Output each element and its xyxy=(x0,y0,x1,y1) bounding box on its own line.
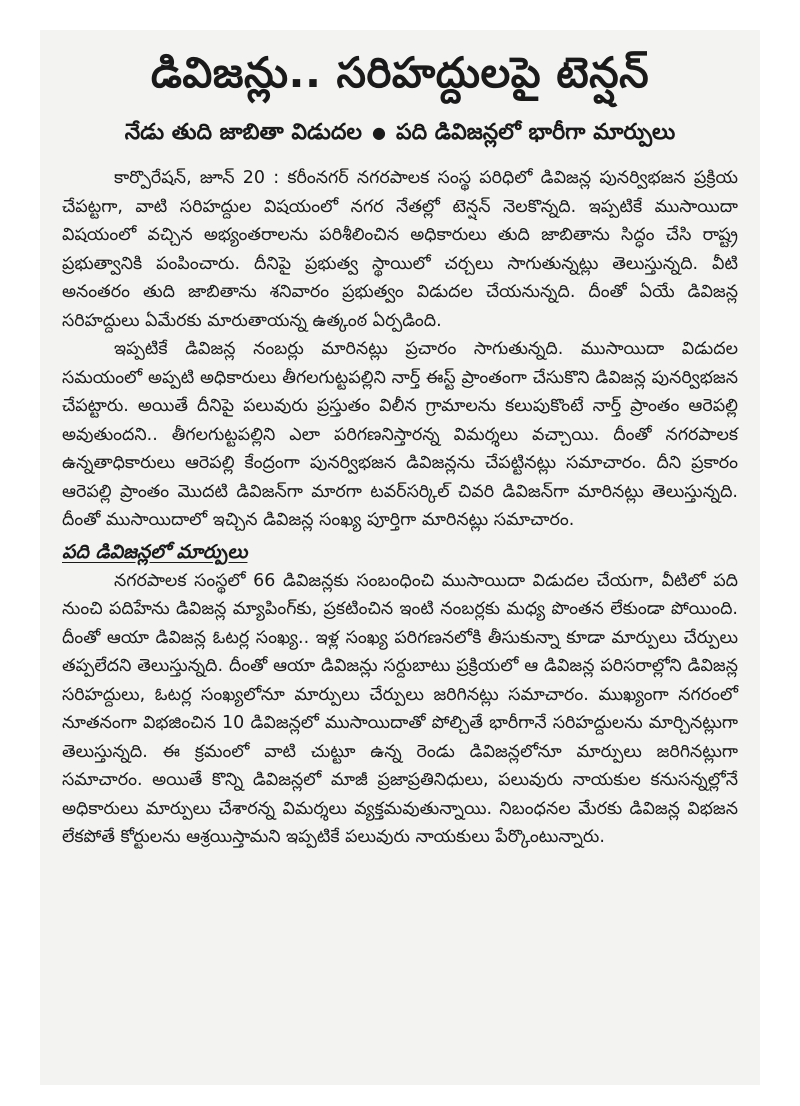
section-heading: పది డివిజన్లలో మార్పులు xyxy=(62,540,248,563)
section-paragraph: నగరపాలక సంస్థలో 66 డివిజన్లకు సంబంధించి ముసాయిదా విడుదల చేయగా, వీటిలో పది నుంచి పదిహేను డివిజన్ల మ్యాపింగ్‌కు, ప్రకటించిన ఇంటి నంబర్లకు మధ్య పొంతన లేకుండా పోయింది. దీంతో ఆయా డివిజన్ల ఓటర్ల సంఖ్య.. ఇళ్ల సంఖ్య పరిగణనలోకి తీసుకున్నా కూడా మార్పులు చేర్పులు తప్పలేదని తెలుస్తున్నది. దీంతో ఆయా డివిజన్లు సర్దుబాటు ప్రక్రియలో ఆ డివిజన్ల పరిసరాల్లోని డివిజన్ల సరిహద్దులు, ఓటర్ల సంఖ్యలోనూ మార్పులు చేర్పులు జరిగినట్లు సమాచారం. ముఖ్యంగా నగరంలో నూతనంగా విభజించిన 10 డివిజన్లలో ముసాయిదాతో పోల్చితే భారీగానే సరిహద్దులను మార్చినట్లుగా తెలుస్తున్నది. ఈ క్రమంలో వాటి చుట్టూ ఉన్న రెండు డివిజన్లలోనూ మార్పులు జరిగినట్లుగా సమాచారం. అయితే కొన్ని డివిజన్లలో మాజీ ప్రజాప్రతినిధులు, పలువురు నాయకుల కనుసన్నల్లోనే అధికారులు మార్పులు చేశారన్న విమర్శలు వ్యక్తమవుతున్నాయి. నిబంధనల మేరకు డివిజన్ల విభజన లేకపోతే కోర్టులను ఆశ్రయిస్తామని ఇప్పటికే పలువురు నాయకులు పేర్కొంటున్నారు. xyxy=(62,570,738,847)
subhead-right: పది డివిజన్లలో భారీగా మార్పులు xyxy=(395,120,676,145)
body-paragraph-2: ఇప్పటికే డివిజన్ల నంబర్లు మారినట్లు ప్రచారం సాగుతున్నది. ముసాయిదా విడుదల సమయంలో అప్పటి అధికారులు తీగలగుట్టపల్లిని నార్త్ ఈస్ట్ ప్రాంతంగా చేసుకొని డివిజన్ల పునర్విభజన చేపట్టారు. అయితే దీనిపై పలువురు ప్రస్తుతం విలీన గ్రామాలను కలుపుకొంటే నార్త్ ప్రాంతం ఆరెపల్లి అవుతుందని.. తీగలగుట్టపల్లిని ఎలా పరిగణనిస్తారన్న విమర్శలు వచ్చాయి. దీంతో నగరపాలక ఉన్నతాధికారులు ఆరెపల్లి కేంద్రంగా పునర్విభజన డివిజన్లను చేపట్టినట్లు సమాచారం. దీని ప్రకారం ఆరెపల్లి ప్రాంతం మొదటి డివిజన్‌గా మారగా టవర్‌సర్కిల్ చివరి డివిజన్‌గా మారినట్లు తెలుస్తున్నది. దీంతో ముసాయిదాలో ఇచ్చిన డివిజన్ల సంఖ్య పూర్తిగా మారినట్లు సమాచారం. xyxy=(62,339,738,530)
newspaper-clipping xyxy=(40,30,760,1085)
subhead-left: నేడు తుది జాబితా విడుదల xyxy=(124,120,362,145)
body-paragraph-1: కార్పొరేషన్, జూన్ 20 : కరీంనగర్ నగరపాలక సంస్థ పరిధిలో డివిజన్ల పునర్విభజన ప్రక్రియ చేపట్టగా, వాటి సరిహద్దుల విషయంలో నగర నేతల్లో టెన్షన్ నెలకొన్నది. ఇప్పటికే ముసాయిదా విషయంలో వచ్చిన అభ్యంతరాలను పరిశీలించిన అధికారులు తుది జాబితాను సిద్ధం చేసి రాష్ట్ర ప్రభుత్వానికి పంపించారు. దీనిపై ప్రభుత్వ స్థాయిలో చర్చలు సాగుతున్నట్లు తెలుస్తున్నది. వీటి అనంతరం తుది జాబితాను శనివారం ప్రభుత్వం విడుదల చేయనున్నది. దీంతో ఏయే డివిజన్ల సరిహద్దులు ఏమేరకు మారుతాయన్న ఉత్కంఠ ఏర్పడింది. xyxy=(62,168,738,331)
headline: డివిజన్లు.. సరిహద్దులపై టెన్షన్ xyxy=(150,48,650,97)
bullet-icon: ● xyxy=(371,123,386,142)
subheadline xyxy=(62,112,738,154)
